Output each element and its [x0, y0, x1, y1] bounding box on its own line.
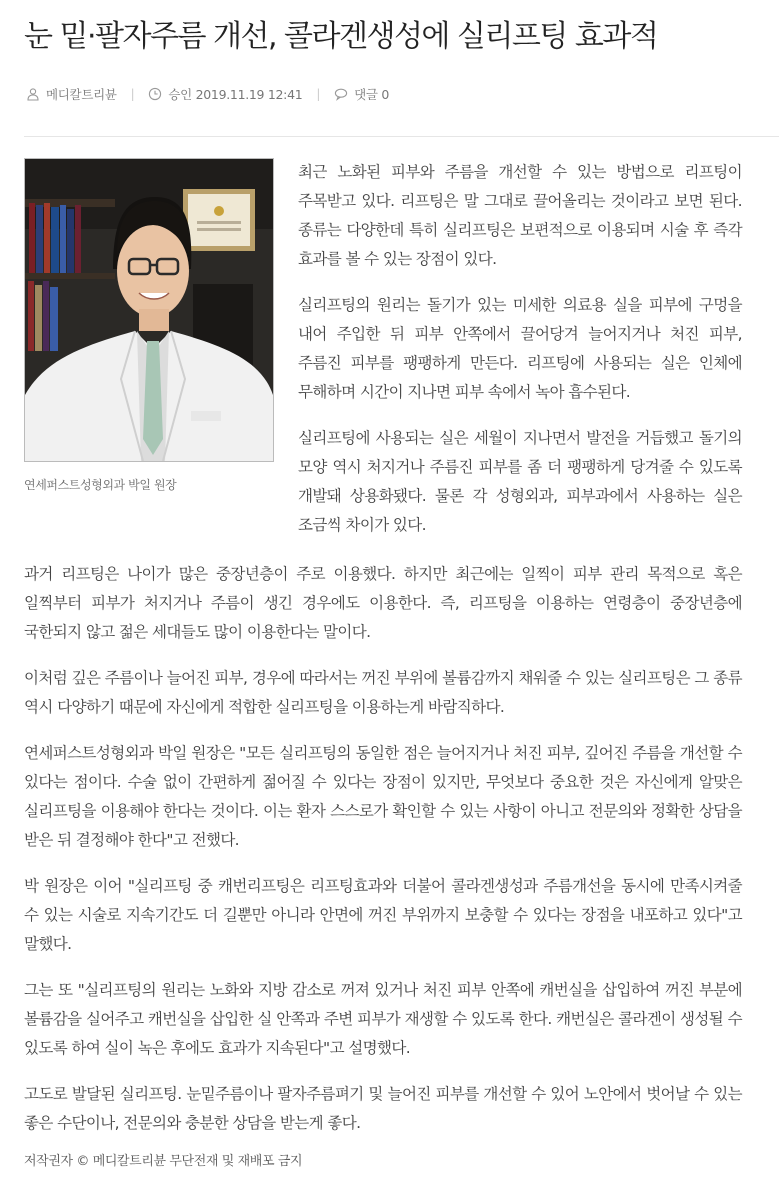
clock-icon	[148, 87, 162, 101]
author-name: 메디칼트리뷴	[46, 87, 117, 102]
article-body-wrapped	[298, 158, 742, 557]
article-paragraph: 실리프팅의 원리는 돌기가 있는 미세한 의료용 실을 피부에 구멍을 내어 주입한 뒤 피부 안쪽에서 끌어당겨 늘어지거나 처진 피부, 주름진 피부를 팽팽하게 만든다. 리프팅에 사용되는 실은 인체에 무해하며 시간이 지나면 피부 속에서 녹아 흡수된다.	[298, 296, 742, 401]
meta-separator: |	[130, 87, 135, 101]
doctor-photo	[24, 158, 274, 462]
article-paragraph: 박 원장은 이어 "실리프팅 중 캐번리프팅은 리프팅효과와 더불어 콜라겐생성과 주름개선을 동시에 만족시켜줄 수 있는 시술로 지속기간도 더 길뿐만 아니라 안면에 꺼진 부위까지 보충할 수 있다는 장점을 내포하고 있다"고 말했다.	[24, 877, 742, 953]
meta-approved	[148, 85, 302, 103]
article-paragraph: 이처럼 깊은 주름이나 늘어진 피부, 경우에 따라서는 꺼진 부위에 볼륨감까지 채워줄 수 있는 실리프팅은 그 종류 역시 다양하기 때문에 자신에게 적합한 실리프팅을 이용하는게 바람직하다.	[24, 669, 742, 716]
article-paragraph: 실리프팅에 사용되는 실은 세월이 지나면서 발전을 거듭했고 돌기의 모양 역시 처지거나 주름진 피부를 좀 더 팽팽하게 당겨줄 수 있도록 개발돼 상용화됐다. 물론 각 성형외과, 피부과에서 사용하는 실은 조금씩 차이가 있다.	[298, 429, 742, 534]
article-paragraph: 과거 리프팅은 나이가 많은 중장년층이 주로 이용했다. 하지만 최근에는 일찍이 피부 관리 목적으로 혹은 일찍부터 피부가 처지거나 주름이 생긴 경우에도 이용한다. 즉, 리프팅을 이용하는 연령층이 중장년층에 국한되지 않고 젊은 세대들도 많이 이용한다는 말이다.	[24, 565, 742, 641]
article-title: 눈 밑·팔자주름 개선, 콜라겐생성에 실리프팅 효과적	[24, 19, 658, 54]
meta-author[interactable]	[26, 85, 117, 103]
approved-date: 승인 2019.11.19 12:41	[168, 87, 303, 102]
article-paragraph: 연세퍼스트성형외과 박일 원장은 "모든 실리프팅의 동일한 점은 늘어지거나 처진 피부, 깊어진 주름을 개선할 수 있다는 점이다. 수술 없이 간편하게 젊어질 수 있다는 장점이 있지만, 무엇보다 중요한 것은 자신에게 알맞은 실리프팅을 이용해야 한다는 것이다. 이는 환자 스스로가 확인할 수 있는 사항이 아니고 전문의와 정확한 상담을 받은 뒤 결정해야 한다"고 전했다.	[24, 744, 742, 849]
article-paragraph: 고도로 발달된 실리프팅. 눈밑주름이나 팔자주름펴기 및 늘어진 피부를 개선할 수 있어 노안에서 벗어날 수 있는 좋은 수단이나, 전문의와 충분한 상담을 받는게 좋다.	[24, 1085, 742, 1132]
person-icon	[26, 87, 40, 101]
speech-bubble-icon	[334, 87, 348, 101]
header-divider	[24, 136, 779, 137]
article-paragraph: 그는 또 "실리프팅의 원리는 노화와 지방 감소로 꺼져 있거나 처진 피부 안쪽에 캐번실을 삽입하여 꺼진 부분에 볼륨감을 실어주고 캐번실을 삽입한 실 안쪽과 주변 피부가 재생할 수 있도록 한다. 캐번실은 콜라겐이 생성될 수 있도록 하여 실이 녹은 후에도 효과가 지속된다"고 설명했다.	[24, 981, 742, 1057]
article-paragraph: 최근 노화된 피부와 주름을 개선할 수 있는 방법으로 리프팅이 주목받고 있다. 리프팅은 말 그대로 끌어올리는 것이라고 보면 된다. 종류는 다양한데 특히 실리프팅은 보편적으로 이용되며 시술 후 즉각 효과를 볼 수 있는 장점이 있다.	[298, 163, 742, 268]
meta-comments[interactable]	[334, 85, 389, 103]
article-figure	[24, 158, 274, 493]
article-body-full	[24, 560, 742, 1155]
meta-separator: |	[316, 87, 321, 101]
article-meta	[26, 84, 389, 104]
photo-caption: 연세퍼스트성형외과 박일 원장	[24, 478, 177, 492]
comment-count: 댓글 0	[354, 87, 390, 102]
copyright-notice: 저작권자 © 메디칼트리뷴 무단전재 및 재배포 금지	[24, 1154, 303, 1169]
